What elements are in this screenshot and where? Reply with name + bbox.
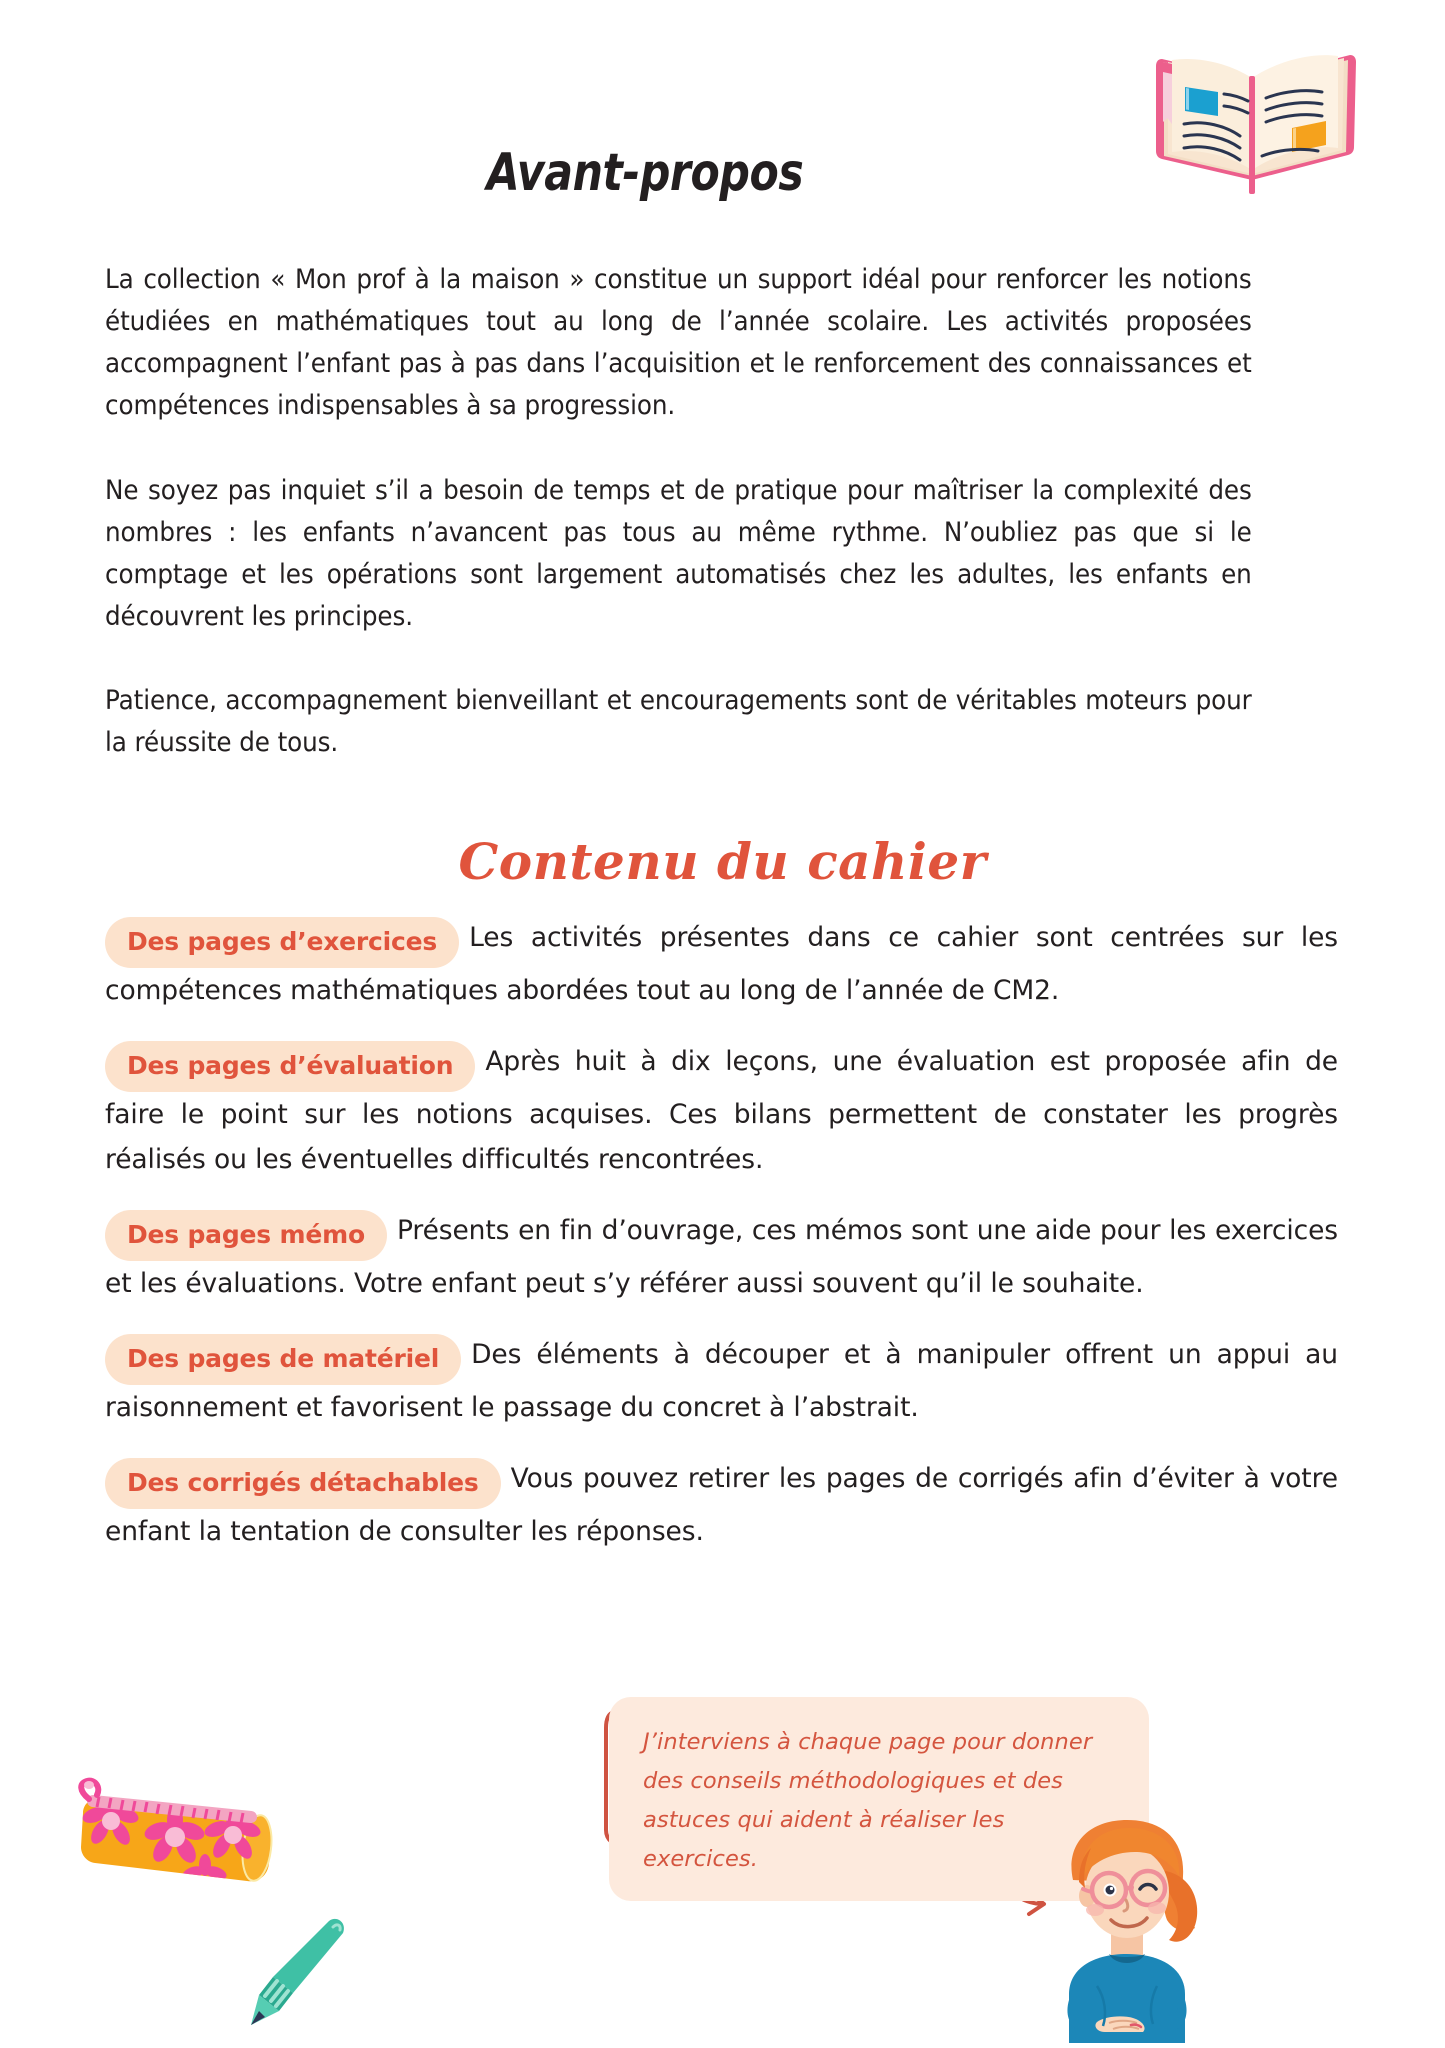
pen-icon (225, 1915, 355, 2035)
content-item-memo (105, 1208, 1338, 1306)
content-item-corriges (105, 1456, 1338, 1554)
page-title: Avant-propos (486, 142, 804, 203)
speech-bubble-text: J’interviens à chaque page pour donner des conseils méthodologiques et des astuces qui aident à réaliser les exercices. (643, 1729, 1093, 1872)
badge-des-corriges-detachables: Des corrigés détachables (105, 1458, 501, 1509)
intro-paragraph-2: Ne soyez pas inquiet s’il a besoin de temps et de pratique pour maîtriser la complexité des nombres : les enfants n’avancent pas tous au même rythme. N’oubliez pas que si le comptage et les opérations sont largement automatisés chez les adultes, les enfants en découvrent les principes. (105, 474, 1252, 632)
teacher-character-icon (1035, 1818, 1225, 2043)
content-list (105, 915, 1338, 1580)
intro-paragraph-3: Patience, accompagnement bienveillant et encouragements sont de véritables moteurs pour la réussite de tous. (105, 684, 1252, 758)
pencil-case-icon (55, 1775, 295, 1905)
content-item-text: Des éléments à découper et à manipuler offrent un appui au raisonnement et favorisent le passage du concret à l’abstrait. (105, 1339, 1338, 1423)
content-item-text: Présents en fin d’ouvrage, ces mémos sont une aide pour les exercices et les évaluations. Votre enfant peut s’y référer aussi souvent qu’il le souhaite. (105, 1215, 1338, 1299)
badge-des-pages-de-materiel: Des pages de matériel (105, 1334, 461, 1385)
intro-paragraph-1: La collection « Mon prof à la maison » constitue un support idéal pour renforcer les notions étudiées en mathématiques tout au long de l’année scolaire. Les activités proposées accompagnent l’enfant pas à pas dans l’acquisition et le renforcement des connaissances et compétences indispensables à sa progression. (105, 263, 1252, 421)
section-heading-contenu-du-cahier: Contenu du cahier (458, 831, 987, 891)
badge-des-pages-dexercices: Des pages d’exercices (105, 917, 459, 968)
content-item-text: Après huit à dix leçons, une évaluation est proposée afin de faire le point sur les notions acquises. Ces bilans permettent de constater les progrès réalisés ou les éventuelles difficultés rencontrées. (105, 1046, 1338, 1175)
badge-des-pages-devaluation: Des pages d’évaluation (105, 1041, 475, 1092)
content-item-text: Les activités présentes dans ce cahier sont centrées sur les compétences mathématiques abordées tout au long de l’année de CM2. (105, 922, 1338, 1006)
badge-des-pages-memo: Des pages mémo (105, 1210, 387, 1261)
content-item-exercices (105, 915, 1338, 1013)
content-item-evaluation (105, 1039, 1338, 1182)
content-item-materiel (105, 1332, 1338, 1430)
open-book-icon (1148, 28, 1364, 198)
content-item-text: Vous pouvez retirer les pages de corrigés afin d’éviter à votre enfant la tentation de consulter les réponses. (105, 1463, 1338, 1547)
